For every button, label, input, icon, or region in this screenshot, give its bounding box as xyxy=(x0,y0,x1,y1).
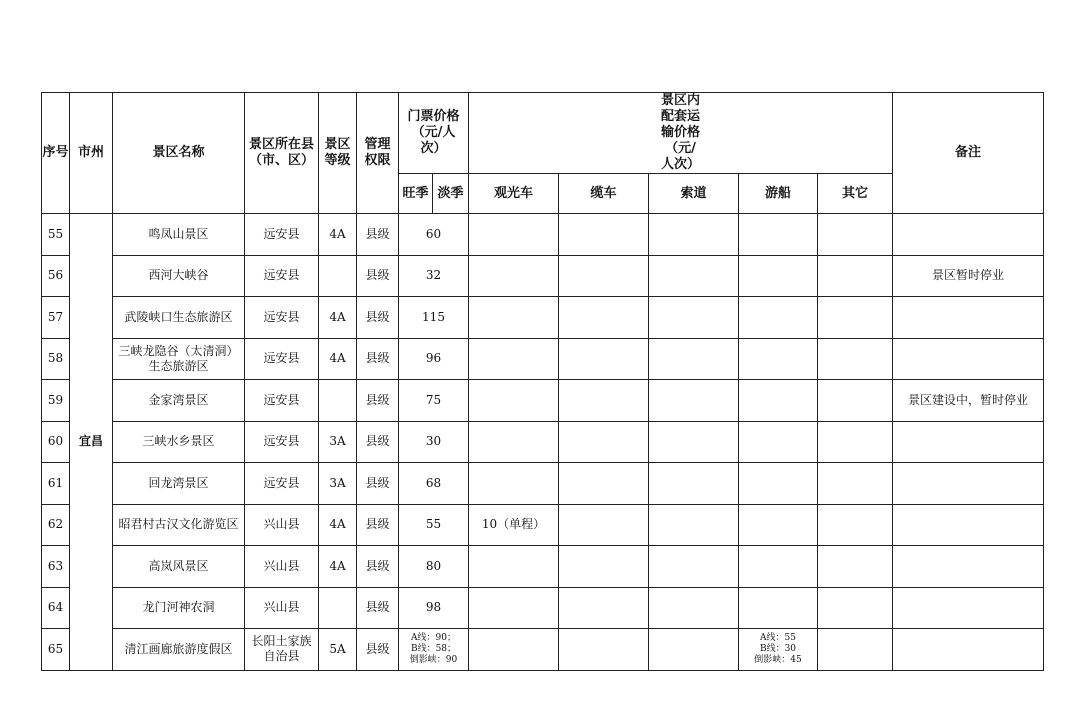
cell-ropeway xyxy=(649,546,739,588)
cell-ticket: 96 xyxy=(399,338,469,380)
cell-ticket: 30 xyxy=(399,421,469,463)
cell-county: 远安县 xyxy=(245,463,319,505)
cell-ropeway xyxy=(649,629,739,671)
table-row xyxy=(42,546,1044,588)
cell-county: 远安县 xyxy=(245,421,319,463)
cell-mgmt: 县级 xyxy=(357,463,399,505)
cell-other xyxy=(818,297,893,339)
header-city: 市州 xyxy=(70,93,113,214)
boat-line: 倒影峡：45 xyxy=(754,654,802,665)
cell-boat xyxy=(739,214,818,256)
cell-cable-car xyxy=(559,297,649,339)
cell-mgmt: 县级 xyxy=(357,380,399,422)
cell-seq: 60 xyxy=(42,421,70,463)
cell-ticket: 75 xyxy=(399,380,469,422)
cell-name: 金家湾景区 xyxy=(113,380,245,422)
cell-note xyxy=(893,587,1044,629)
cell-sightseeing-car xyxy=(469,629,559,671)
cell-note xyxy=(893,463,1044,505)
table-row xyxy=(42,587,1044,629)
cell-name: 昭君村古汉文化游览区 xyxy=(113,504,245,546)
cell-sightseeing-car xyxy=(469,587,559,629)
ticket-line: A线：90； xyxy=(411,632,456,643)
cell-boat xyxy=(739,546,818,588)
cell-note xyxy=(893,338,1044,380)
table-row xyxy=(42,421,1044,463)
cell-mgmt: 县级 xyxy=(357,546,399,588)
cell-note xyxy=(893,504,1044,546)
cell-note xyxy=(893,214,1044,256)
cell-other xyxy=(818,214,893,256)
cell-grade: 4A xyxy=(319,297,357,339)
cell-sightseeing-car xyxy=(469,297,559,339)
boat-line: A线：55 xyxy=(760,632,796,643)
cell-other xyxy=(818,421,893,463)
table-row xyxy=(42,629,1044,671)
cell-mgmt: 县级 xyxy=(357,255,399,297)
header-ropeway: 索道 xyxy=(649,174,739,214)
table-body xyxy=(42,214,1044,671)
cell-name: 三峡水乡景区 xyxy=(113,421,245,463)
header-ticket: 门票价格（元/人次） xyxy=(399,93,469,174)
cell-sightseeing-car xyxy=(469,338,559,380)
cell-name: 回龙湾景区 xyxy=(113,463,245,505)
cell-seq: 55 xyxy=(42,214,70,256)
cell-ropeway xyxy=(649,421,739,463)
cell-grade xyxy=(319,587,357,629)
cell-other xyxy=(818,504,893,546)
cell-seq: 56 xyxy=(42,255,70,297)
cell-county: 远安县 xyxy=(245,380,319,422)
header-notes: 备注 xyxy=(893,93,1044,214)
cell-sightseeing-car xyxy=(469,255,559,297)
cell-ropeway xyxy=(649,255,739,297)
cell-mgmt: 县级 xyxy=(357,504,399,546)
cell-cable-car xyxy=(559,338,649,380)
scenic-price-table xyxy=(41,92,1044,671)
header-off: 淡季 xyxy=(433,174,469,214)
cell-sightseeing-car xyxy=(469,463,559,505)
cell-other xyxy=(818,338,893,380)
cell-county: 兴山县 xyxy=(245,546,319,588)
cell-name: 鸣凤山景区 xyxy=(113,214,245,256)
cell-name: 清江画廊旅游度假区 xyxy=(113,629,245,671)
cell-grade: 4A xyxy=(319,338,357,380)
cell-mgmt: 县级 xyxy=(357,421,399,463)
cell-mgmt: 县级 xyxy=(357,629,399,671)
cell-city: 宜昌 xyxy=(70,214,113,671)
cell-note xyxy=(893,629,1044,671)
cell-mgmt: 县级 xyxy=(357,297,399,339)
cell-ticket xyxy=(399,629,469,671)
cell-sightseeing-car xyxy=(469,380,559,422)
cell-ticket: 60 xyxy=(399,214,469,256)
cell-county: 长阳土家族自治县 xyxy=(245,629,319,671)
header-cable-car: 缆车 xyxy=(559,174,649,214)
cell-cable-car xyxy=(559,380,649,422)
cell-grade xyxy=(319,380,357,422)
cell-ticket: 115 xyxy=(399,297,469,339)
table-row xyxy=(42,214,1044,256)
header-seq: 序号 xyxy=(42,93,70,214)
cell-cable-car xyxy=(559,463,649,505)
header-boat: 游船 xyxy=(739,174,818,214)
header-transport: 景区内配套运输价格（元/人次） xyxy=(469,93,893,174)
cell-grade: 4A xyxy=(319,504,357,546)
table-row xyxy=(42,380,1044,422)
table-row xyxy=(42,255,1044,297)
cell-other xyxy=(818,629,893,671)
table-row xyxy=(42,297,1044,339)
cell-county: 兴山县 xyxy=(245,504,319,546)
cell-boat xyxy=(739,421,818,463)
cell-grade: 3A xyxy=(319,463,357,505)
cell-note xyxy=(893,297,1044,339)
cell-grade xyxy=(319,255,357,297)
cell-ticket: 80 xyxy=(399,546,469,588)
ticket-line: 倒影峡：90 xyxy=(409,654,458,665)
cell-boat xyxy=(739,380,818,422)
cell-boat xyxy=(739,297,818,339)
cell-boat xyxy=(739,255,818,297)
cell-grade: 5A xyxy=(319,629,357,671)
table-row xyxy=(42,504,1044,546)
cell-seq: 64 xyxy=(42,587,70,629)
cell-other xyxy=(818,587,893,629)
cell-seq: 61 xyxy=(42,463,70,505)
cell-name: 三峡龙隐谷（太清洞）生态旅游区 xyxy=(113,338,245,380)
cell-ropeway xyxy=(649,463,739,505)
table-row xyxy=(42,463,1044,505)
cell-note xyxy=(893,546,1044,588)
header-name: 景区名称 xyxy=(113,93,245,214)
cell-mgmt: 县级 xyxy=(357,214,399,256)
cell-other xyxy=(818,546,893,588)
cell-grade: 3A xyxy=(319,421,357,463)
cell-name: 西河大峡谷 xyxy=(113,255,245,297)
table-header xyxy=(42,93,1044,214)
cell-mgmt: 县级 xyxy=(357,338,399,380)
cell-other xyxy=(818,380,893,422)
cell-cable-car xyxy=(559,546,649,588)
cell-boat xyxy=(739,629,818,671)
header-grade: 景区等级 xyxy=(319,93,357,214)
cell-ropeway xyxy=(649,587,739,629)
cell-cable-car xyxy=(559,214,649,256)
cell-county: 远安县 xyxy=(245,338,319,380)
cell-county: 兴山县 xyxy=(245,587,319,629)
cell-note: 景区建设中，暂时停业 xyxy=(893,380,1044,422)
cell-county: 远安县 xyxy=(245,214,319,256)
cell-seq: 57 xyxy=(42,297,70,339)
cell-cable-car xyxy=(559,421,649,463)
cell-ropeway xyxy=(649,214,739,256)
cell-boat xyxy=(739,587,818,629)
header-mgmt: 管理权限 xyxy=(357,93,399,214)
cell-cable-car xyxy=(559,629,649,671)
cell-seq: 58 xyxy=(42,338,70,380)
cell-county: 远安县 xyxy=(245,297,319,339)
cell-ticket: 68 xyxy=(399,463,469,505)
cell-other xyxy=(818,463,893,505)
cell-seq: 65 xyxy=(42,629,70,671)
table-row xyxy=(42,338,1044,380)
cell-name: 武陵峡口生态旅游区 xyxy=(113,297,245,339)
cell-seq: 59 xyxy=(42,380,70,422)
header-county: 景区所在县（市、区） xyxy=(245,93,319,214)
cell-county: 远安县 xyxy=(245,255,319,297)
cell-ticket: 55 xyxy=(399,504,469,546)
cell-cable-car xyxy=(559,587,649,629)
cell-cable-car xyxy=(559,504,649,546)
cell-ropeway xyxy=(649,504,739,546)
cell-ropeway xyxy=(649,297,739,339)
cell-boat xyxy=(739,338,818,380)
cell-other xyxy=(818,255,893,297)
cell-sightseeing-car: 10（单程） xyxy=(469,504,559,546)
cell-grade: 4A xyxy=(319,546,357,588)
cell-name: 龙门河神农洞 xyxy=(113,587,245,629)
cell-sightseeing-car xyxy=(469,421,559,463)
header-other: 其它 xyxy=(818,174,893,214)
header-sightseeing-car: 观光车 xyxy=(469,174,559,214)
cell-note: 景区暂时停业 xyxy=(893,255,1044,297)
cell-name: 高岚风景区 xyxy=(113,546,245,588)
boat-line: B线：30 xyxy=(759,643,797,654)
cell-sightseeing-car xyxy=(469,214,559,256)
cell-cable-car xyxy=(559,255,649,297)
cell-mgmt: 县级 xyxy=(357,587,399,629)
cell-seq: 62 xyxy=(42,504,70,546)
cell-sightseeing-car xyxy=(469,546,559,588)
cell-note xyxy=(893,421,1044,463)
cell-ticket: 32 xyxy=(399,255,469,297)
header-peak: 旺季 xyxy=(399,174,433,214)
cell-ropeway xyxy=(649,338,739,380)
cell-ropeway xyxy=(649,380,739,422)
cell-seq: 63 xyxy=(42,546,70,588)
cell-ticket: 98 xyxy=(399,587,469,629)
cell-boat xyxy=(739,504,818,546)
cell-boat xyxy=(739,463,818,505)
cell-grade: 4A xyxy=(319,214,357,256)
ticket-line: B线：58； xyxy=(410,643,457,654)
